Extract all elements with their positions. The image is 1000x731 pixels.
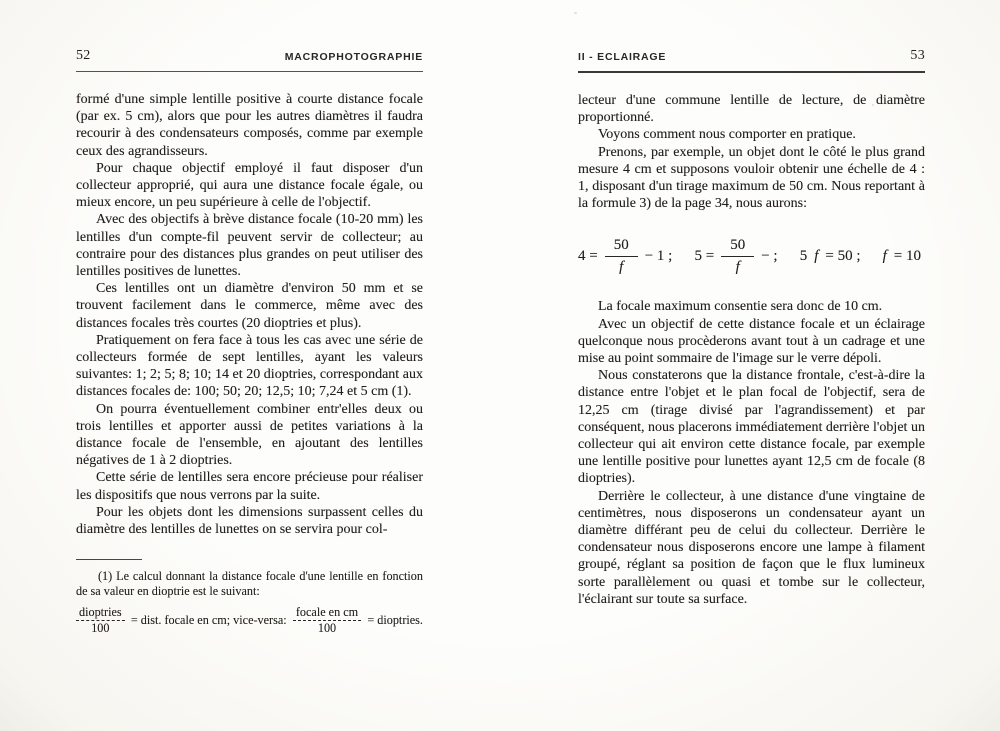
fraction-focale-over-100: $\frac{\text{focale en cm}}{100}$ xyxy=(293,606,361,636)
right-page-header xyxy=(578,46,925,73)
footnote-divider xyxy=(76,559,142,560)
left-page-number: 52 xyxy=(76,48,91,63)
right-page-body xyxy=(578,92,925,608)
right-page-number: 53 xyxy=(910,48,925,63)
footnote-formula-tail: = dioptries. xyxy=(367,613,423,628)
body-paragraph: Pratiquement on fera face à tous les cas avec une série de collecteurs formée de sept lentilles, ayant les valeurs suivantes: 1; 2; 5; 8; 10; 14 et 20 dioptries, correspondant aux distances focales de: 100; 50; 20; 12,5; 10; 7,24 et 5 cm (1). xyxy=(76,332,423,400)
equation-term-3: 5 f = 50 ; xyxy=(799,247,861,264)
body-paragraph: Cette série de lentilles sera encore précieuse pour réaliser les dispositifs que nous verrons par la suite. xyxy=(76,470,423,503)
body-paragraph: La focale maximum consentie sera donc de 10 cm. xyxy=(598,299,883,315)
equation-term-2: 5 = $\frac{50}{f}$ − ; xyxy=(694,237,778,275)
fraction-50-over-f: $\frac{50}{f}$ xyxy=(721,237,754,275)
body-paragraph: lecteur d'une commune lentille de lecture, de diamètre proportionné. xyxy=(578,93,925,126)
body-paragraph: Pour chaque objectif employé il faut disposer d'un collecteur approprié, qui aura une distance focale égale, ou mieux encore, un peu supérieure à celle de l'objectif. xyxy=(76,160,423,211)
body-paragraph: Derrière le collecteur, à une distance d'une vingtaine de centimètres, nous disposerons un condensateur ayant un diamètre différant peu de celui du collecteur. Derrière le condensateur nous disposerons encore une lampe à filament groupé, réglant sa position de façon que le flux lumineux sorte parallèlement ou quasi et tombe sur le collecteur, l'éclairant sur toute sa surface. xyxy=(578,488,925,607)
left-page-header xyxy=(76,46,423,72)
footnote-formula xyxy=(76,606,423,636)
equation-term-4: f = 10 xyxy=(882,247,921,264)
left-page-body xyxy=(76,91,423,538)
right-running-title: II - ECLAIRAGE xyxy=(578,51,667,63)
body-paragraph: Avec un objectif de cette distance focale et un éclairage quelconque nous procèderons avant tout à un cadrage et une mise au point sommaire de l'image sur le verre dépoli. xyxy=(578,316,925,367)
body-paragraph: formé d'une simple lentille positive à courte distance focale (par ex. 5 cm), alors que pour les autres diamètres il faudra recourir à des condensateurs composés, comme par exemple ceux des agrandisseurs. xyxy=(76,92,423,159)
display-equation xyxy=(578,237,921,275)
footnote xyxy=(76,559,423,635)
body-paragraph: Nous constaterons que la distance frontale, c'est-à-dire la distance entre l'objet et le plan focal de l'objectif, sera de 12,25 cm (tirage divisé par l'agrandissement) et par conséquent, nous placerons immédiatement derrière l'objet un collecteur qui ait environ cette distance focale, par exemple une lentille positive pour lunettes ayant 12,5 cm de focale (8 dioptries). xyxy=(578,368,925,487)
footnote-text: (1) Le calcul donnant la distance focale d'une lentille en fonction de sa valeur en dioptrie est le suivant: xyxy=(76,569,423,598)
body-paragraph: Voyons comment nous comporter en pratique. xyxy=(598,127,856,143)
body-paragraph: Prenons, par exemple, un objet dont le côté le plus grand mesure 4 cm et supposons vouloir obtenir une échelle de 4 : 1, disposant d'un tirage maximum de 50 cm. Nous reportant à la formule 3) de la page 34, nous aurons: xyxy=(578,144,925,212)
left-running-title: MACROPHOTOGRAPHIE xyxy=(284,51,423,63)
left-page xyxy=(76,46,423,636)
body-paragraph: Avec des objectifs à brève distance focale (10-20 mm) les lentilles d'un compte-fil peuvent servir de collecteur; au contraire pour des distances plus grandes on peut utiliser des lentilles positives de lunettes. xyxy=(76,212,423,280)
footnote-formula-mid: = dist. focale en cm; vice-versa: xyxy=(130,613,287,628)
fraction-50-over-f: $\frac{50}{f}$ xyxy=(605,237,638,275)
right-page xyxy=(578,46,925,608)
body-paragraph: On pourra éventuellement combiner entr'elles deux ou trois lentilles et apporter aussi de petites variations à la distance focale de l'ensemble, en ajoutant des lentilles négatives de 1 à 2 dioptries. xyxy=(76,401,423,469)
fraction-dioptries-over-100: $\frac{\text{dioptries}}{100}$ xyxy=(76,606,125,636)
body-paragraph: Pour les objets dont les dimensions surpassent celles du diamètre des lentilles de lunettes on se servira pour col- xyxy=(76,504,423,538)
equation-term-1: 4 = $\frac{50}{f}$ − 1 ; xyxy=(578,237,673,275)
body-paragraph: Ces lentilles ont un diamètre d'environ 50 mm et se trouvent facilement dans le commerce, même avec des distances focales très courtes (20 dioptries et plus). xyxy=(76,281,423,331)
paper-speck xyxy=(574,12,577,14)
